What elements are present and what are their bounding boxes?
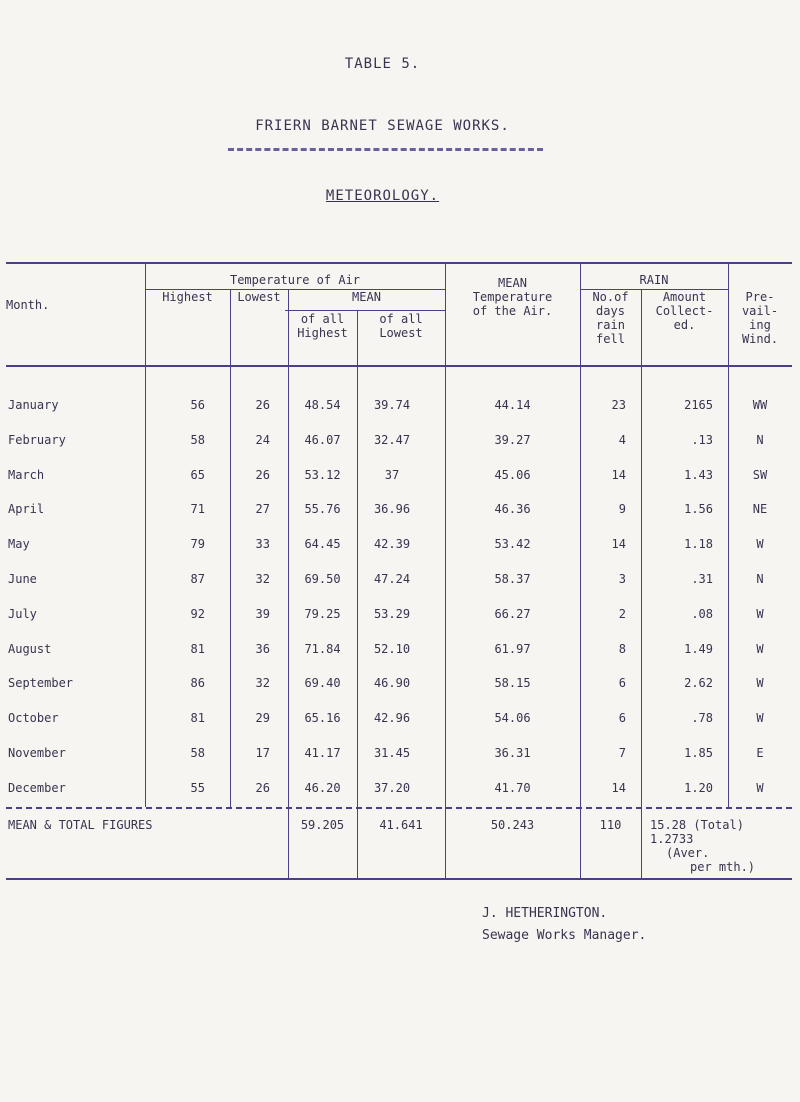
signature-title: Sewage Works Manager. — [482, 928, 647, 943]
mean-low-cell: 37 — [384, 467, 400, 482]
col-lowest: Lowest — [237, 290, 281, 304]
mean-temp-cell: 39.27 — [494, 432, 531, 447]
rain-amount-cell: 1.20 — [684, 780, 713, 795]
col-mean-lowest: of all Lowest — [379, 312, 423, 340]
wind-cell: N — [756, 572, 764, 586]
lowest-cell: 29 — [255, 711, 270, 726]
month-cell: August — [8, 641, 52, 656]
col-month: Month. — [6, 298, 50, 312]
col-temperature-air: Temperature of Air — [229, 273, 361, 287]
rain-amount-cell: .08 — [691, 606, 713, 621]
mean-temp-cell: 36.31 — [494, 746, 531, 760]
wind-cell: NE — [752, 502, 768, 517]
wind-cell: W — [756, 606, 764, 621]
mean-low-cell: 52.10 — [373, 641, 411, 656]
month-cell: March — [8, 467, 45, 482]
lowest-cell: 17 — [255, 746, 270, 760]
rain-amount-cell: 1.43 — [684, 467, 713, 482]
highest-cell: 81 — [190, 711, 205, 726]
highest-cell: 55 — [190, 780, 205, 795]
mean-temp-cell: 41.70 — [494, 780, 531, 795]
lowest-cell: 36 — [255, 641, 270, 656]
table-number: TABLE 5. — [344, 56, 421, 72]
mean-temp-cell: 45.06 — [494, 467, 531, 482]
totals-label: MEAN & TOTAL FIGURES — [8, 818, 153, 832]
lowest-cell: 32 — [255, 676, 270, 691]
works-title: FRIERN BARNET SEWAGE WORKS. — [255, 118, 510, 134]
mean-high-cell: 46.07 — [304, 432, 341, 447]
mean-temp-cell: 66.27 — [494, 606, 531, 621]
title-divider — [228, 148, 543, 151]
signature-name: J. HETHERINGTON. — [482, 906, 608, 921]
rain-days-cell: 23 — [611, 398, 626, 412]
mean-high-cell: 65.16 — [304, 711, 341, 726]
lowest-cell: 26 — [255, 780, 270, 795]
lowest-cell: 39 — [255, 606, 270, 621]
col-mean: MEAN — [352, 290, 381, 304]
month-cell: February — [8, 432, 66, 447]
col-mean-highest: of all Highest — [297, 312, 348, 340]
rain-days-cell: 9 — [618, 502, 626, 517]
month-cell: October — [8, 711, 59, 726]
highest-cell: 79 — [190, 537, 205, 552]
highest-cell: 86 — [190, 676, 205, 691]
mean-low-cell: 39.74 — [373, 398, 411, 412]
wind-cell: W — [756, 711, 764, 726]
month-cell: April — [8, 502, 45, 517]
totals-mean-high: 59.205 — [300, 818, 345, 832]
rain-amount-cell: 2.62 — [684, 676, 713, 691]
col-wind: Pre- vail- ing Wind. — [741, 290, 779, 346]
mean-high-cell: 71.84 — [304, 641, 341, 656]
mean-temp-cell: 58.37 — [494, 572, 531, 586]
lowest-cell: 26 — [255, 467, 270, 482]
rain-amount-cell: 1.18 — [684, 537, 713, 552]
rain-amount-cell: 1.56 — [684, 502, 713, 517]
col-rain: RAIN — [639, 273, 669, 287]
mean-temp-cell: 46.36 — [494, 502, 531, 517]
highest-cell: 92 — [190, 606, 205, 621]
wind-cell: E — [756, 746, 764, 760]
col-highest: Highest — [162, 290, 213, 304]
rain-days-cell: 7 — [618, 746, 626, 760]
highest-cell: 65 — [190, 467, 205, 482]
totals-avg-note: (Aver. — [666, 846, 710, 860]
col-mean-temperature: MEAN Temperature of the Air. — [472, 276, 553, 318]
rain-days-cell: 8 — [618, 641, 626, 656]
rain-days-cell: 2 — [618, 606, 626, 621]
rain-amount-cell: .31 — [691, 572, 713, 586]
rain-amount-cell: 1.49 — [684, 641, 713, 656]
mean-low-cell: 32.47 — [373, 432, 411, 447]
mean-high-cell: 64.45 — [304, 537, 341, 552]
lowest-cell: 32 — [255, 572, 270, 586]
col-rain-amount: Amount Collect- ed. — [655, 290, 714, 332]
totals-average: 1.2733 — [650, 832, 694, 846]
rain-days-cell: 14 — [611, 537, 626, 552]
totals-mean-temp: 50.243 — [490, 818, 535, 832]
totals-mean-low: 41.641 — [379, 818, 423, 832]
mean-high-cell: 46.20 — [304, 780, 341, 795]
rain-days-cell: 6 — [618, 676, 626, 691]
month-cell: September — [8, 676, 74, 691]
mean-low-cell: 36.96 — [373, 502, 411, 517]
totals-days: 110 — [599, 818, 622, 832]
rain-amount-cell: 1.85 — [684, 746, 713, 760]
highest-cell: 71 — [190, 502, 205, 517]
mean-low-cell: 31.45 — [373, 746, 411, 760]
mean-low-cell: 53.29 — [373, 606, 411, 621]
wind-cell: W — [756, 641, 764, 656]
lowest-cell: 27 — [255, 502, 270, 517]
mean-high-cell: 69.40 — [304, 676, 341, 691]
lowest-cell: 33 — [255, 537, 270, 552]
month-cell: December — [8, 780, 66, 795]
highest-cell: 87 — [190, 572, 205, 586]
wind-cell: WW — [752, 398, 768, 412]
mean-high-cell: 55.76 — [304, 502, 341, 517]
rain-days-cell: 3 — [618, 572, 626, 586]
mean-low-cell: 47.24 — [373, 572, 411, 586]
wind-cell: N — [756, 432, 764, 447]
wind-cell: SW — [752, 467, 768, 482]
mean-low-cell: 46.90 — [373, 676, 411, 691]
lowest-cell: 26 — [255, 398, 270, 412]
totals-avg-note-2: per mth.) — [690, 860, 756, 874]
mean-low-cell: 42.96 — [373, 711, 411, 726]
mean-temp-cell: 54.06 — [494, 711, 531, 726]
mean-high-cell: 41.17 — [304, 746, 341, 760]
mean-temp-cell: 44.14 — [494, 398, 531, 412]
mean-high-cell: 53.12 — [304, 467, 341, 482]
month-cell: July — [8, 606, 37, 621]
wind-cell: W — [756, 780, 764, 795]
month-cell: January — [8, 398, 59, 412]
mean-temp-cell: 61.97 — [494, 641, 531, 656]
rain-days-cell: 4 — [618, 432, 626, 447]
rain-days-cell: 14 — [611, 467, 626, 482]
highest-cell: 81 — [190, 641, 205, 656]
highest-cell: 58 — [190, 746, 205, 760]
mean-low-cell: 42.39 — [373, 537, 411, 552]
subject-title: METEOROLOGY. — [325, 188, 440, 204]
highest-cell: 58 — [190, 432, 205, 447]
month-cell: November — [8, 746, 66, 760]
mean-high-cell: 79.25 — [304, 606, 341, 621]
wind-cell: W — [756, 537, 764, 552]
wind-cell: W — [756, 676, 764, 691]
rain-amount-cell: 2165 — [684, 398, 713, 412]
mean-high-cell: 48.54 — [304, 398, 341, 412]
rain-amount-cell: .78 — [691, 711, 713, 726]
totals-amount: 15.28 (Total) — [650, 818, 744, 832]
mean-low-cell: 37.20 — [373, 780, 411, 795]
highest-cell: 56 — [190, 398, 205, 412]
rain-days-cell: 6 — [618, 711, 626, 726]
mean-high-cell: 69.50 — [304, 572, 341, 586]
month-cell: May — [8, 537, 30, 552]
rain-amount-cell: .13 — [691, 432, 713, 447]
month-cell: June — [8, 572, 37, 586]
col-rain-days: No.of days rain fell — [592, 290, 629, 346]
lowest-cell: 24 — [255, 432, 270, 447]
rain-days-cell: 14 — [611, 780, 626, 795]
mean-temp-cell: 53.42 — [494, 537, 531, 552]
mean-temp-cell: 58.15 — [494, 676, 531, 691]
